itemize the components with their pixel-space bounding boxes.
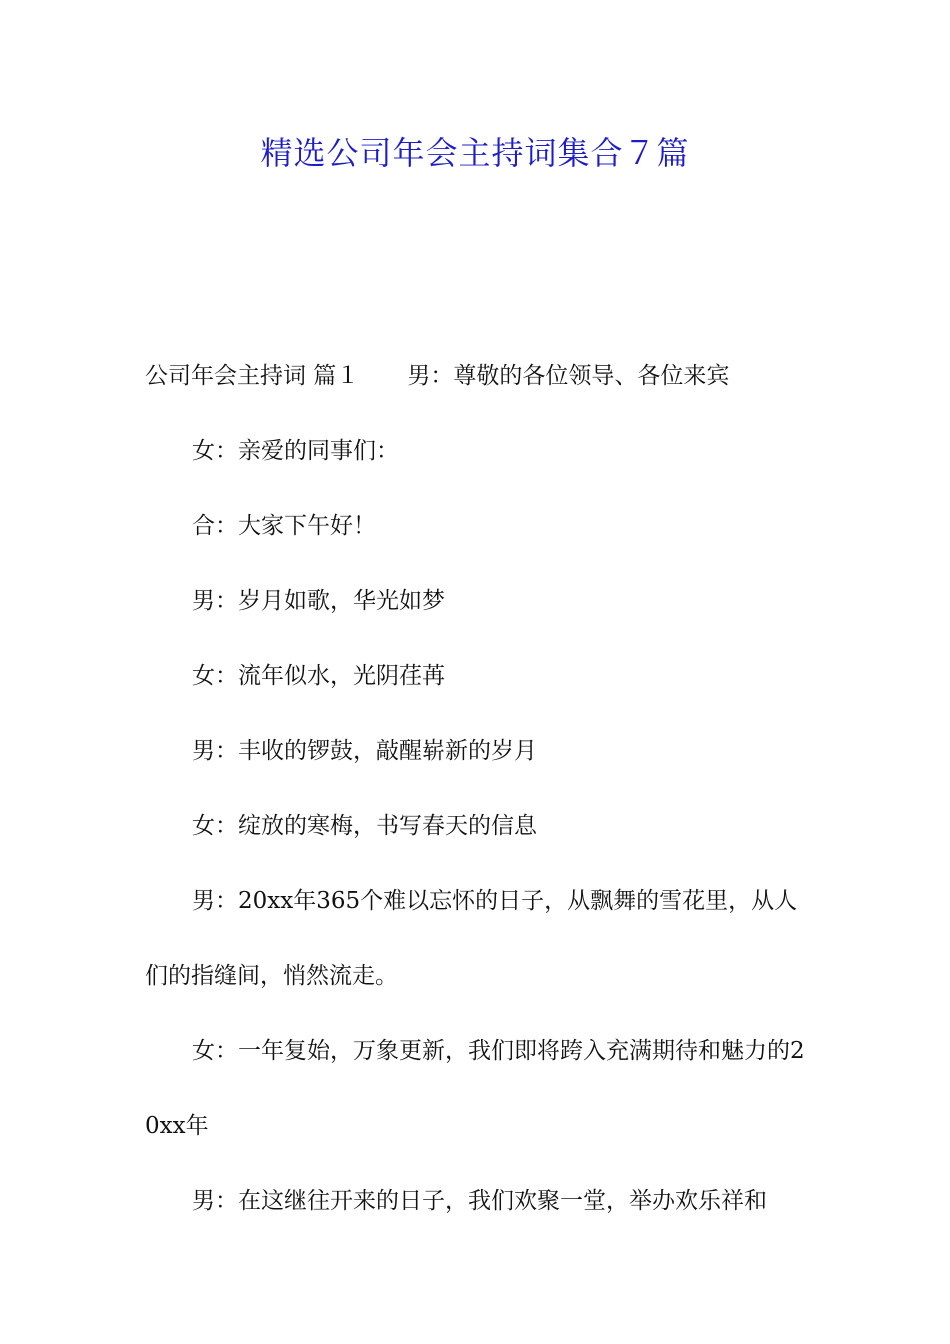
section-heading-line (145, 339, 807, 414)
document-title: 精选公司年会主持词集合７篇 (260, 134, 690, 172)
paragraph: 女：流年似水，光阴荏苒 (192, 663, 445, 689)
paragraph: 男：在这继往开来的日子，我们欢聚一堂，举办欢乐祥和 (192, 1188, 767, 1214)
paragraph: 女：一年复始，万象更新，我们即将跨入充满期待和魅力的20xx年 (145, 1038, 805, 1139)
paragraph: 男：20xx年365个难以忘怀的日子，从飘舞的雪花里，从人们的指缝间，悄然流走。 (145, 888, 798, 989)
paragraph: 男：岁月如歌，华光如梦 (192, 588, 445, 614)
section-heading: 公司年会主持词 篇１ (145, 363, 360, 389)
paragraph: 女：绽放的寒梅，书写春天的信息 (192, 813, 537, 839)
paragraph: 男：丰收的锣鼓，敲醒崭新的岁月 (192, 738, 537, 764)
paragraph: 合：大家下午好！ (192, 513, 376, 539)
document-body (145, 339, 807, 1239)
opening-line: 男：尊敬的各位领导、各位来宾 (407, 363, 730, 389)
paragraph: 女：亲爱的同事们： (192, 438, 399, 464)
